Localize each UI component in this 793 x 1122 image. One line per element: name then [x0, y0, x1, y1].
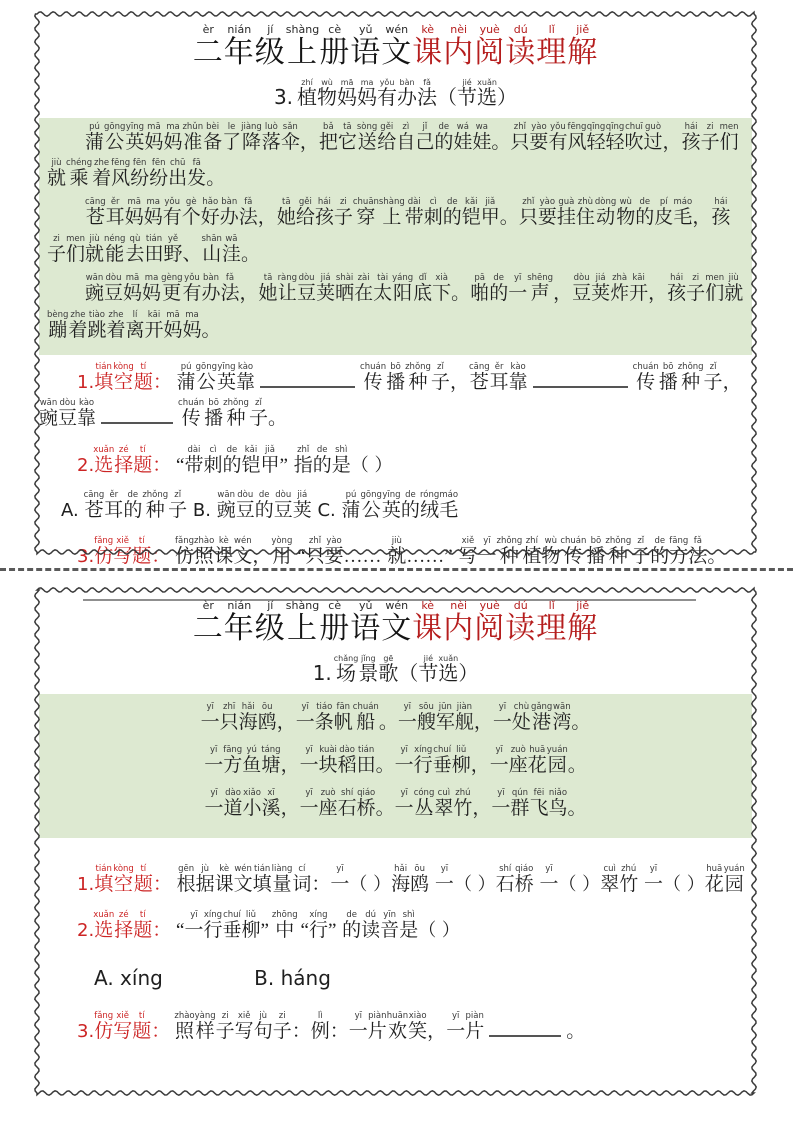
option-b: B. háng	[254, 966, 331, 991]
fill-in-blank	[489, 1019, 561, 1037]
question-label: 2.选xuǎn择zé题tí：	[77, 444, 172, 476]
reading-passage	[39, 694, 752, 838]
option-a: A. xíng	[94, 966, 163, 991]
lesson-title: 植zhí物wù妈mā妈ma有yǒu办bàn法fǎ（ 节jié选xuǎn）	[297, 77, 518, 109]
passage-line: 一yī道dào小xiǎo溪xī， 一yī座zuò石shí桥qiáo。 一yī丛cóng翠cuì竹zhú， 一yī群qún飞fēi鸟niǎo。	[204, 788, 587, 820]
title-black-part: 二èr年nián级jí上shàng册cè语yǔ文wén	[192, 23, 413, 69]
passage-line: 一yī方fāng鱼yú塘táng， 一yī块kuài稻dào田tián。 一yī行xíng垂chuí柳liǔ， 一yī座zuò花huā园yuán。	[204, 744, 587, 776]
passage-paragraph: 苍cāng耳ěr妈mā妈ma有yǒu个gè好hǎo办bàn法fǎ， 她tā给gěi孩hái子zi穿chuān上shàng带dài刺cì的de铠kǎi甲jiǎ。 只zhǐ要yào挂guà住zhù动dòng物wù的de皮pí毛máo， 孩hái子zi们men就jiù能néng去qù田tián野yě、 山shān洼wā。	[47, 197, 731, 265]
question-3	[39, 1011, 752, 1050]
passage-paragraph: 豌wān豆dòu妈mā妈ma更gèng有yǒu办bàn法fǎ， 她tā让ràng豆dòu荚jiá晒shài在zài太tài阳yáng底dǐ下xià。 啪pā的de一yī声shēng， 豆dòu荚jiá炸zhà开kāi， 孩hái子zi们men就jiù蹦bèng着zhe跳tiào着zhe离lí开kāi妈mā妈ma。	[47, 273, 744, 341]
fill-in-blank	[533, 370, 628, 388]
question-text: 照zhào样yàng子zi写xiě句jù子zi： 例lì： 一yī片piàn欢huān笑xiào， 一yī片piàn。	[174, 1011, 586, 1043]
question-label: 2.选xuǎn择zé题tí：	[77, 910, 172, 941]
worksheet-1	[33, 10, 758, 567]
worksheet-2	[33, 586, 758, 1097]
question-text: 蒲pú公gōng英yīng靠kào传chuán播bō种zhǒng子zǐ， 苍cāng耳ěr靠kào传chuán播bō种zhǒng子zǐ， 豌wān豆dòu靠kào传chuán播bō种zhǒng子zǐ。	[39, 362, 742, 430]
question-list	[39, 864, 752, 1050]
page-title	[39, 24, 752, 71]
title-red-part: 课kè内nèi阅yuè读dú理lǐ解jiě	[412, 599, 599, 645]
question-label: 3.仿fǎng写xiě题tí：	[77, 535, 171, 567]
title-red-part: 课kè内nèi阅yuè读dú理lǐ解jiě	[412, 23, 599, 69]
cut-line-divider	[0, 568, 793, 571]
reading-passage	[39, 118, 752, 356]
question-text: “ 一yī行xíng垂chuí柳liǔ” 中zhōng “ 行xíng” 的de读dú音yīn是shì（ ）	[176, 910, 460, 941]
choice-options	[94, 959, 752, 997]
fill-in-blank	[260, 370, 355, 388]
question-label: 1.填tián空kòng题tí：	[77, 362, 172, 394]
lesson-subtitle	[39, 78, 752, 110]
lesson-subtitle	[39, 654, 752, 686]
lesson-number: 1.	[312, 660, 332, 685]
question-2	[39, 910, 752, 949]
title-black-part: 二èr年nián级jí上shàng册cè语yǔ文wén	[192, 599, 413, 645]
question-list	[39, 362, 752, 600]
fill-in-blank	[101, 406, 173, 424]
question-label: 3.仿fǎng写xiě题tí：	[77, 1011, 171, 1043]
lesson-number: 3.	[273, 84, 294, 109]
choice-options: A. 苍cāng耳ěr的de种zhǒng子zǐ B. 豌wān豆dòu的de豆dòu荚jiá C. 蒲pú公gōng英yīng的de绒róng毛máo	[61, 489, 459, 521]
passage-line: 一yī只zhī海hǎi鸥ōu， 一yī条tiáo帆fān船chuán。 一yī艘sōu军jūn舰jiàn， 一yī处chù港gǎng湾wān。	[200, 701, 591, 733]
question-label: 1.填tián空kòng题tí：	[77, 863, 172, 895]
question-2	[39, 445, 752, 484]
page-title	[39, 600, 752, 647]
passage-paragraph: 蒲pú公gōng英yīng妈mā妈ma准zhǔn备bèi了le降jiàng落luò伞sǎn， 把bǎ它tā送sòng给gěi自zì己jǐ的de娃wá娃wa。 只zhǐ要yào有yǒu风fēng轻qīng轻qīng吹chuī过guò， 孩hái子zi们men就jiù乘chéng着zhe风fēng纷fēn纷fēn出chū发fā。	[47, 121, 739, 189]
question-text: “ 带dài刺cì的de铠kǎi甲jiǎ” 指zhǐ的de是shì（ ）	[176, 444, 393, 476]
question-1	[39, 864, 752, 903]
lesson-title: 场chǎng景jǐng歌gē（ 节jié选xuǎn）	[333, 653, 479, 685]
question-text: 仿fǎng照zhào课kè文wén， 用yòng “ 只zhǐ要yào… … 就jiù… … ” 写xiě一yī种zhǒng植zhí物wù传chuán播bō种zhǒng子zǐ的de方fāng法fǎ。	[175, 535, 727, 567]
question-1	[39, 362, 752, 437]
question-text: 根gēn据jù课kè文wén填tián量liàng词cí： 一yī（ ）海hǎi鸥ōu 一yī（ ）石shí桥qiáo 一yī（ ）翠cuì竹zhú 一yī（ ）花huā园yuán	[176, 863, 745, 895]
